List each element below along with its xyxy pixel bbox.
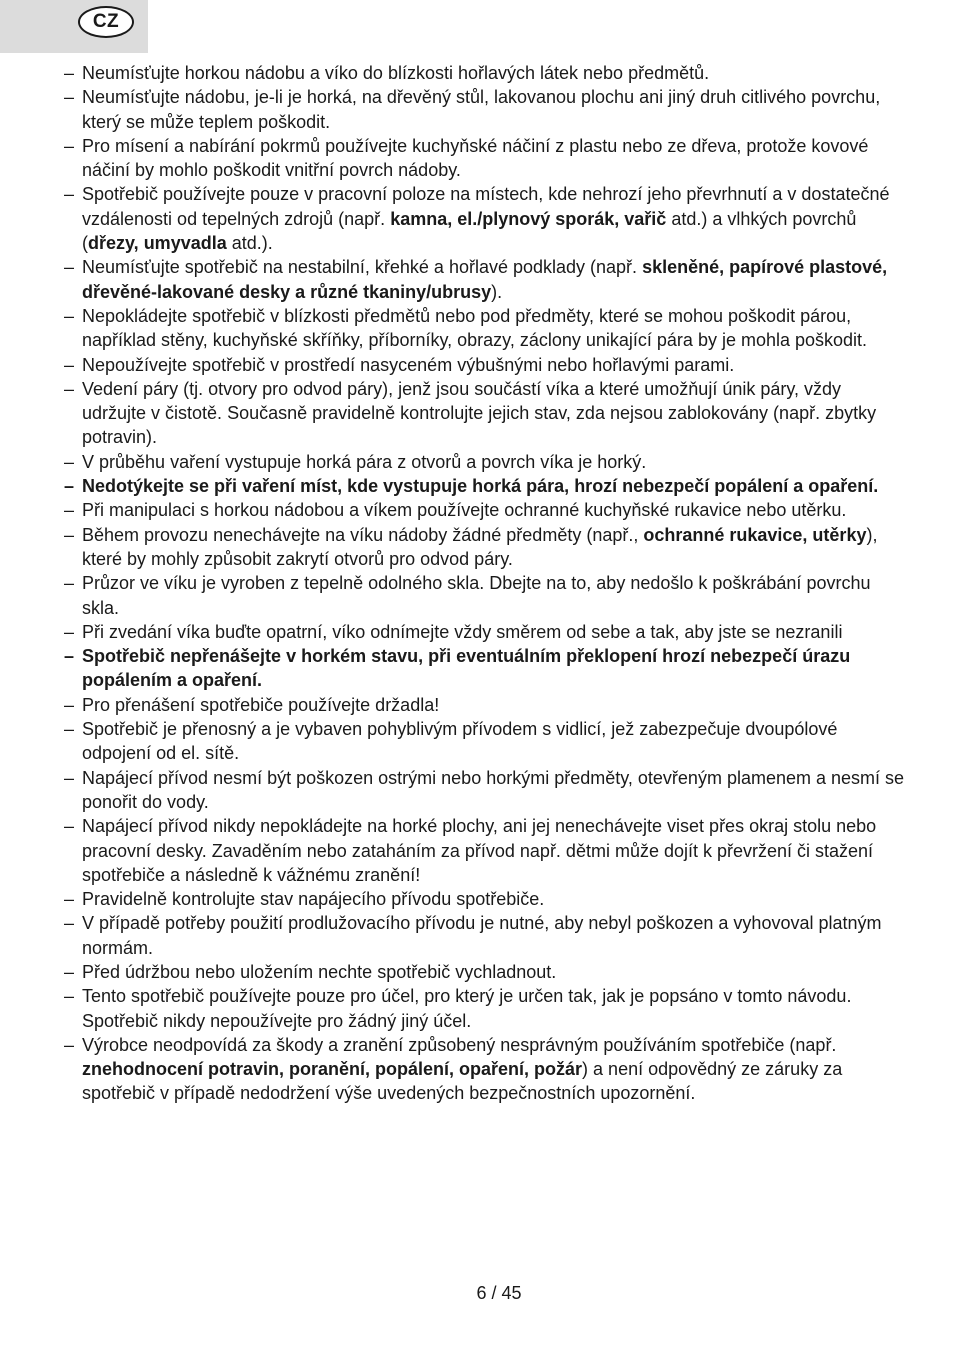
item-text: V průběhu vaření vystupuje horká pára z otvorů a povrch víka je horký. — [82, 451, 647, 472]
item-text: Výrobce neodpovídá za škody a zranění způsobený nesprávným používáním spotřebiče (např. — [82, 1034, 837, 1055]
bullet-dash: – — [64, 621, 75, 642]
emphasis-text: Nedotýkejte se při vaření míst, kde vystupuje horká pára, hrozí nebezpečí popálení a opaření. — [82, 476, 879, 497]
list-item — [62, 255, 910, 304]
list-item — [62, 644, 910, 693]
item-text: ) a není odpovědný ze záruky za spotřebič v případě nedodržení výše uvedených bezpečnostních upozornění. — [82, 1059, 843, 1104]
bullet-dash: – — [64, 913, 75, 934]
item-text: Pro mísení a nabírání pokrmů používejte kuchyňské náčiní z plastu nebo ze dřeva, protože kovové náčiní by mohlo poškodit vnitřní povrch nádoby. — [82, 135, 869, 181]
bullet-dash: – — [64, 767, 75, 788]
item-text: atd.) a vlhkých povrchů ( — [82, 208, 857, 254]
item-text: Pro přenášení spotřebiče používejte držadla! — [82, 694, 440, 715]
list-item — [62, 182, 910, 255]
item-text: Neumísťujte spotřebič na nestabilní, křehké a hořlavé podklady (např. — [82, 257, 643, 278]
list-item — [62, 693, 910, 717]
bullet-dash: – — [64, 63, 75, 83]
bullet-dash: – — [64, 476, 75, 497]
emphasis-text: kamna, el./plynový sporák, vařič — [390, 208, 667, 229]
list-item — [62, 134, 910, 183]
bullet-dash: – — [64, 694, 75, 715]
list-item — [62, 766, 910, 815]
bullet-dash: – — [64, 135, 75, 156]
language-tab — [0, 0, 148, 53]
emphasis-text: dřezy, umyvadla — [88, 233, 227, 254]
item-text: Neumísťujte horkou nádobu a víko do blízkosti hořlavých látek nebo předmětů. — [82, 63, 710, 83]
list-item — [62, 523, 910, 572]
safety-instructions-list — [62, 61, 910, 1106]
item-text: Neumísťujte nádobu, je-li je horká, na dřevěný stůl, lakovanou plochu ani jiný druh citlivého povrchu, který se může teplem poškodit. — [82, 87, 881, 132]
list-item — [62, 911, 910, 960]
list-item — [62, 571, 910, 620]
bullet-dash: – — [64, 305, 75, 326]
bullet-dash: – — [64, 719, 75, 740]
bullet-dash: – — [64, 451, 75, 472]
page-number: 6 / 45 — [476, 1283, 522, 1303]
list-item — [62, 474, 910, 498]
bullet-dash: – — [64, 986, 75, 1007]
item-text: ). — [491, 281, 503, 302]
bullet-dash: – — [64, 87, 75, 108]
bullet-dash: – — [64, 573, 75, 594]
list-item — [62, 498, 910, 522]
item-text: Během provozu nenechávejte na víku nádoby žádné předměty (např., — [82, 524, 644, 545]
list-item — [62, 960, 910, 984]
list-item — [62, 717, 910, 766]
bullet-dash: – — [64, 961, 75, 982]
bullet-dash: – — [64, 1034, 75, 1055]
item-text: V případě potřeby použití prodlužovacího přívodu je nutné, aby nebyl poškozen a vyhovoval platným normám. — [82, 913, 882, 958]
list-item — [62, 377, 910, 450]
item-text: Spotřebič je přenosný a je vybaven pohyblivým přívodem s vidlicí, jež zabezpečuje dvoupólové odpojení od el. sítě. — [82, 719, 838, 764]
bullet-dash: – — [64, 184, 75, 205]
bullet-dash: – — [64, 378, 75, 399]
bullet-dash: – — [64, 354, 75, 375]
item-text: Vedení páry (tj. otvory pro odvod páry), jenž jsou součástí víka a které umožňují únik páry, vždy udržujte v čistotě. Současně pravidelně kontrolujte jejich stav, zda nejsou zablokovány (např. zbytky potravin). — [82, 378, 877, 448]
list-item — [62, 1033, 910, 1106]
list-item — [62, 814, 910, 887]
list-item — [62, 620, 910, 644]
item-text: Nepokládejte spotřebič v blízkosti předmětů nebo pod předměty, které se mohou poškodit párou, například stěny, kuchyňské skříňky, příborníky, obrazy, záclony unikající pára by je mohla poškodit. — [82, 305, 868, 351]
bullet-dash: – — [64, 524, 75, 545]
bullet-dash: – — [64, 646, 75, 667]
bullet-dash: – — [64, 257, 75, 278]
bullet-dash: – — [64, 816, 75, 837]
emphasis-text: znehodnocení potravin, poranění, popálení, opaření, požár — [82, 1059, 583, 1080]
list-item — [62, 85, 910, 134]
list-item — [62, 450, 910, 474]
bullet-dash: – — [64, 889, 75, 910]
item-text: ), které by mohly způsobit zakrytí otvorů pro odvod páry. — [82, 524, 878, 569]
item-text: Před údržbou nebo uložením nechte spotřebič vychladnout. — [82, 961, 557, 982]
emphasis-text: skleněné, papírové plastové, dřevěné-lakované desky a různé tkaniny/ubrusy — [82, 257, 888, 302]
item-text: Pravidelně kontrolujte stav napájecího přívodu spotřebiče. — [82, 889, 545, 910]
item-text: Průzor ve víku je vyroben z tepelně odolného skla. Dbejte na to, aby nedošlo k poškrábání povrchu skla. — [82, 573, 871, 618]
list-item — [62, 984, 910, 1033]
item-text: Při manipulaci s horkou nádobou a víkem používejte ochranné kuchyňské rukavice nebo utěrku. — [82, 500, 847, 521]
item-text: Napájecí přívod nikdy nepokládejte na horké plochy, ani jej nenechávejte viset přes okraj stolu nebo pracovní desky. Zavaděním nebo zataháním za přívod např. dětmi může dojít k převržení či stažení spotřebiče a následně k vážnému zranění! — [82, 816, 877, 885]
item-text: Napájecí přívod nesmí být poškozen ostrými nebo horkými předměty, otevřeným plamenem a nesmí se ponořit do vody. — [82, 767, 905, 812]
item-text: Tento spotřebič používejte pouze pro účel, pro který je určen tak, jak je popsáno v tomto návodu. Spotřebič nikdy nepoužívejte pro žádný jiný účel. — [82, 986, 852, 1031]
item-text: Nepoužívejte spotřebič v prostředí nasyceném výbušnými nebo hořlavými parami. — [82, 354, 735, 375]
language-badge: CZ — [78, 6, 134, 38]
emphasis-text: ochranné rukavice, utěrky — [643, 524, 867, 545]
list-item — [62, 304, 910, 353]
bullet-dash: – — [64, 500, 75, 521]
list-item — [62, 353, 910, 377]
item-text: atd.). — [226, 233, 273, 254]
emphasis-text: Spotřebič nepřenášejte v horkém stavu, při eventuálním překlopení hrozí nebezpečí úrazu popálením a opaření. — [82, 646, 851, 691]
list-item — [62, 887, 910, 911]
list-item — [62, 61, 910, 85]
item-text: Při zvedání víka buďte opatrní, víko odnímejte vždy směrem od sebe a tak, aby jste se nezranili — [82, 621, 843, 642]
item-text: Spotřebič používejte pouze v pracovní poloze na místech, kde nehrozí jeho převrhnutí a v dostatečné vzdálenosti od tepelných zdrojů (např. — [82, 184, 890, 229]
